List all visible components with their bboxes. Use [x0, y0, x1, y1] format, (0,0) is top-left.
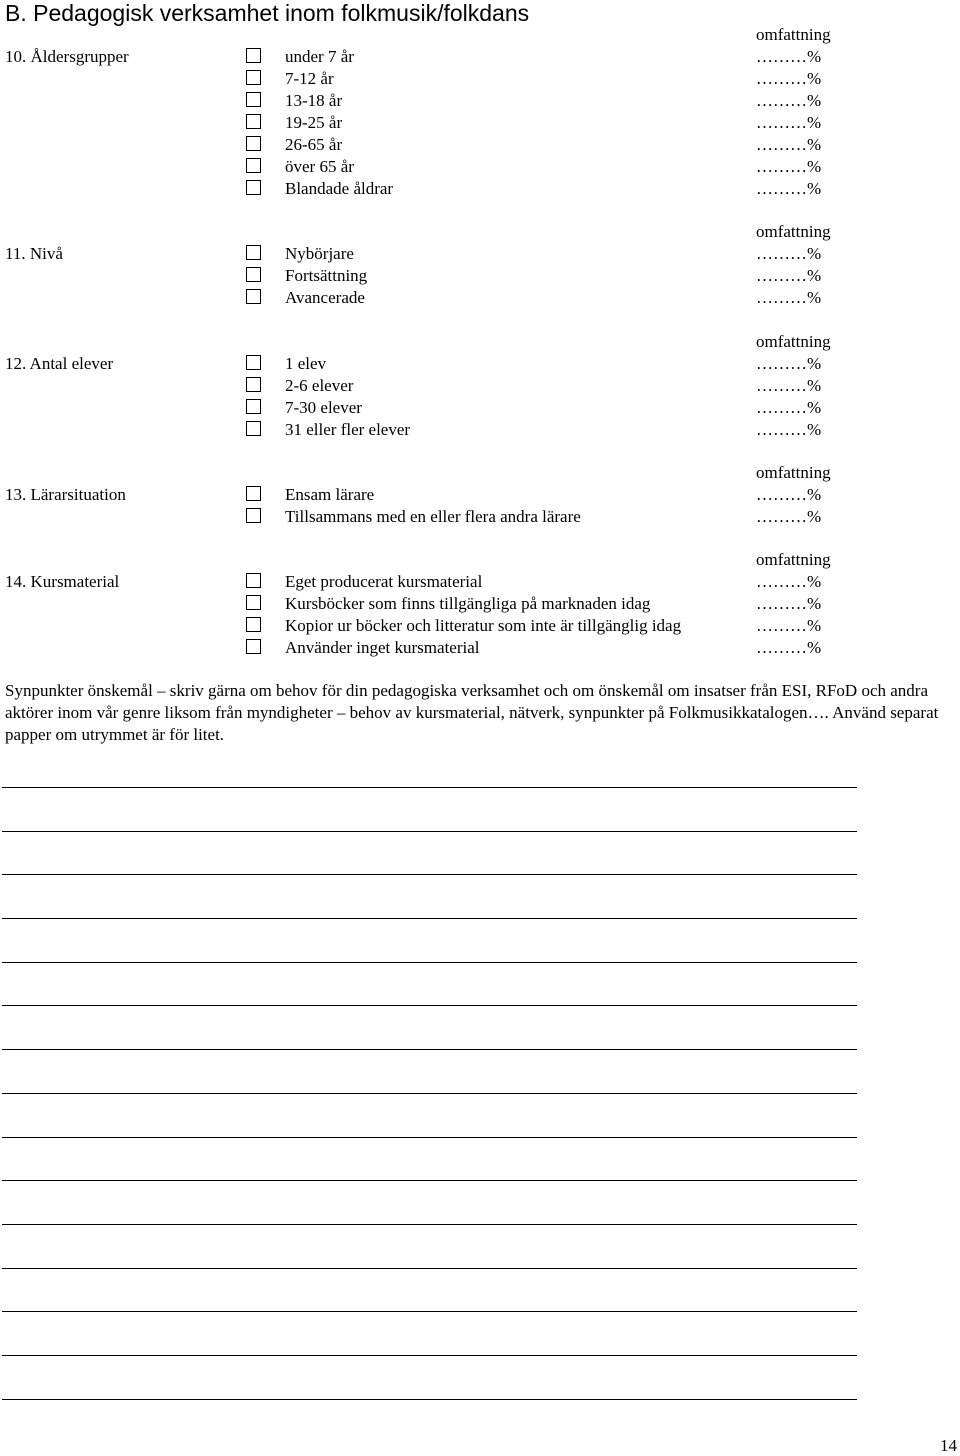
percent-field[interactable]: ………%	[756, 616, 822, 635]
option-label: Kopior ur böcker och litteratur som inte är tillgänglig idag	[285, 616, 682, 635]
option-label: Avancerade	[285, 288, 365, 307]
option-row	[0, 506, 960, 528]
option-label: Blandade åldrar	[285, 179, 394, 198]
checkbox[interactable]	[246, 355, 261, 370]
writing-line[interactable]	[2, 1311, 857, 1312]
option-row	[0, 68, 960, 90]
percent-field[interactable]: ………%	[756, 572, 822, 591]
option-label: Kursböcker som finns tillgängliga på marknaden idag	[285, 594, 651, 613]
comments-prompt: Synpunkter önskemål – skriv gärna om behov för din pedagogiska verksamhet och om önskemål om insatser från ESI, RFoD och andra aktörer inom vår genre liksom från myndigheter – behov av kursmaterial, nätverk, synpunkter på Folkmusikkatalogen…. Använd separat papper om utrymmet är för litet.	[5, 681, 939, 744]
extent-header: omfattning	[756, 25, 831, 44]
option-label: Nybörjare	[285, 244, 354, 263]
checkbox[interactable]	[246, 136, 261, 151]
checkbox[interactable]	[246, 48, 261, 63]
percent-field[interactable]: ………%	[756, 376, 822, 395]
percent-field[interactable]: ………%	[756, 69, 822, 88]
percent-field[interactable]: ………%	[756, 179, 822, 198]
percent-field[interactable]: ………%	[756, 266, 822, 285]
option-row	[0, 243, 960, 265]
checkbox[interactable]	[246, 617, 261, 632]
option-row	[0, 265, 960, 287]
option-row	[0, 287, 960, 309]
option-label: under 7 år	[285, 47, 354, 66]
option-label: 26-65 år	[285, 135, 343, 154]
percent-field[interactable]: ………%	[756, 638, 822, 657]
option-row	[0, 397, 960, 419]
checkbox[interactable]	[246, 508, 261, 523]
checkbox[interactable]	[246, 421, 261, 436]
option-row	[0, 593, 960, 615]
writing-line[interactable]	[2, 1049, 857, 1050]
writing-line[interactable]	[2, 1180, 857, 1181]
checkbox[interactable]	[246, 595, 261, 610]
option-label: Eget producerat kursmaterial	[285, 572, 483, 591]
section-student-count	[0, 331, 960, 441]
checkbox[interactable]	[246, 267, 261, 282]
checkbox[interactable]	[246, 289, 261, 304]
option-row	[0, 484, 960, 506]
percent-field[interactable]: ………%	[756, 288, 822, 307]
option-label: 13-18 år	[285, 91, 343, 110]
option-label: 7-12 år	[285, 69, 334, 88]
option-label: Tillsammans med en eller flera andra lärare	[285, 507, 581, 526]
checkbox[interactable]	[246, 245, 261, 260]
percent-field[interactable]: ………%	[756, 507, 822, 526]
writing-line[interactable]	[2, 1399, 857, 1400]
question-label: 12. Antal elever	[5, 354, 114, 373]
writing-line[interactable]	[2, 1005, 857, 1006]
checkbox[interactable]	[246, 114, 261, 129]
percent-field[interactable]: ………%	[756, 485, 822, 504]
percent-field[interactable]: ………%	[756, 354, 822, 373]
question-label: 11. Nivå	[5, 244, 63, 263]
checkbox[interactable]	[246, 639, 261, 654]
writing-line[interactable]	[2, 831, 857, 832]
checkbox[interactable]	[246, 158, 261, 173]
option-row	[0, 353, 960, 375]
option-label: Fortsättning	[285, 266, 368, 285]
extent-header: omfattning	[756, 550, 831, 569]
percent-field[interactable]: ………%	[756, 244, 822, 263]
writing-line[interactable]	[2, 1268, 857, 1269]
option-row	[0, 419, 960, 441]
option-label: över 65 år	[285, 157, 354, 176]
percent-field[interactable]: ………%	[756, 157, 822, 176]
writing-line[interactable]	[2, 787, 857, 788]
option-row	[0, 156, 960, 178]
writing-line[interactable]	[2, 1093, 857, 1094]
option-row	[0, 375, 960, 397]
question-label: 14. Kursmaterial	[5, 572, 120, 591]
question-label: 10. Åldersgrupper	[5, 47, 129, 66]
checkbox[interactable]	[246, 92, 261, 107]
writing-line[interactable]	[2, 1137, 857, 1138]
extent-header: omfattning	[756, 332, 831, 351]
page-number: 14	[940, 1436, 957, 1455]
percent-field[interactable]: ………%	[756, 47, 822, 66]
option-row	[0, 46, 960, 68]
percent-field[interactable]: ………%	[756, 91, 822, 110]
percent-field[interactable]: ………%	[756, 594, 822, 613]
checkbox[interactable]	[246, 486, 261, 501]
extent-header: omfattning	[756, 463, 831, 482]
percent-field[interactable]: ………%	[756, 398, 822, 417]
checkbox[interactable]	[246, 399, 261, 414]
writing-line[interactable]	[2, 874, 857, 875]
question-label: 13. Lärarsituation	[5, 485, 126, 504]
option-label: 7-30 elever	[285, 398, 362, 417]
section-teacher-situation	[0, 462, 960, 528]
writing-line[interactable]	[2, 962, 857, 963]
section-age-groups	[0, 24, 960, 200]
option-row	[0, 615, 960, 637]
extent-header: omfattning	[756, 222, 831, 241]
option-label: 1 elev	[285, 354, 327, 373]
checkbox[interactable]	[246, 573, 261, 588]
checkbox[interactable]	[246, 180, 261, 195]
option-row	[0, 112, 960, 134]
option-label: 2-6 elever	[285, 376, 354, 395]
option-row	[0, 178, 960, 200]
percent-field[interactable]: ………%	[756, 113, 822, 132]
writing-line[interactable]	[2, 1224, 857, 1225]
writing-line[interactable]	[2, 918, 857, 919]
option-row	[0, 571, 960, 593]
option-label: 19-25 år	[285, 113, 343, 132]
option-row	[0, 90, 960, 112]
option-label: 31 eller fler elever	[285, 420, 411, 439]
page-title: B. Pedagogisk verksamhet inom folkmusik/folkdans	[5, 0, 530, 26]
option-label: Använder inget kursmaterial	[285, 638, 480, 657]
section-level	[0, 221, 960, 309]
option-label: Ensam lärare	[285, 485, 375, 504]
percent-field[interactable]: ………%	[756, 420, 822, 439]
checkbox[interactable]	[246, 377, 261, 392]
writing-line[interactable]	[2, 1355, 857, 1356]
option-row	[0, 637, 960, 659]
checkbox[interactable]	[246, 70, 261, 85]
option-row	[0, 134, 960, 156]
section-course-material	[0, 549, 960, 659]
percent-field[interactable]: ………%	[756, 135, 822, 154]
